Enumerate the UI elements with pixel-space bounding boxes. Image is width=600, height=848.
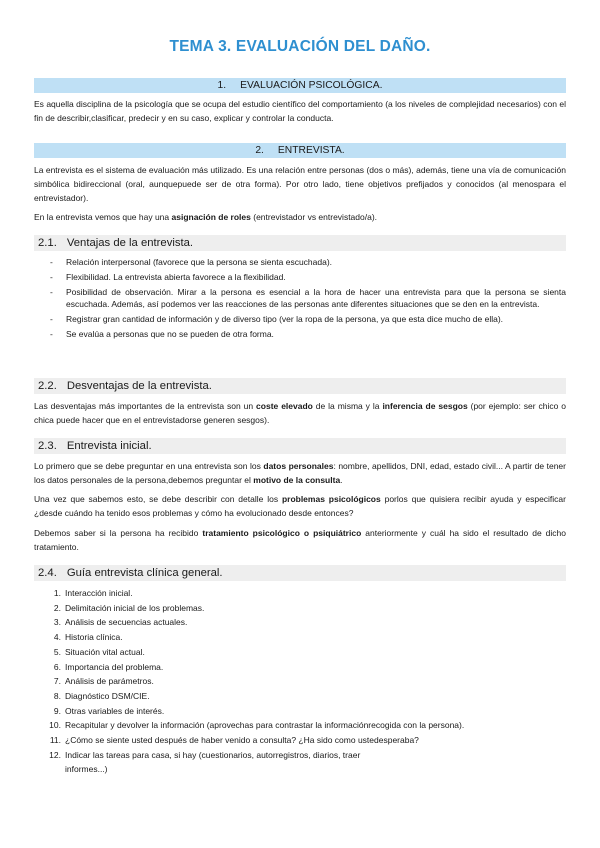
section1-paragraph: Es aquella disciplina de la psicología que se ocupa del estudio científico del comportamiento (a los niveles de complejidad necesarios) con el fin de describir,clasificar, predecir y en su caso, explicar y controlar la conducta. [34, 99, 566, 123]
subsection-number: 2.2. [38, 380, 57, 392]
list-item: 6. Importancia del problema. [53, 661, 164, 672]
subsection-title: Guía entrevista clínica general. [66, 567, 223, 579]
section-heading-entrevista [34, 143, 566, 158]
list-item: - Flexibilidad. La entrevista abierta favorece a la flexibilidad. [50, 271, 566, 283]
entrevista-inicial-paragraph-3: Debemos saber si la persona ha recibido tratamiento psicológico o psiquiátrico anteriormente y cuál ha sido el resultado de dicho tratamiento. [34, 528, 566, 552]
list-item: 8. Diagnóstico DSM/CIE. [53, 690, 150, 701]
list-item-continuation: informes...) [65, 764, 108, 775]
subsection-heading-entrevista-inicial [34, 438, 566, 454]
ventajas-list [50, 256, 566, 343]
list-item: - Posibilidad de observación. Mirar a la persona es esencial a la hora de hacer una entrevista para que la persona se sienta escuchada. Además, así podemos ver las reacciones de las personas ante diferentes situaciones que se den en la entrevista. [50, 286, 566, 310]
guia-list [44, 586, 566, 777]
page-title: TEMA 3. EVALUACIÓN DEL DAÑO. [169, 38, 431, 55]
emphasis: inferencia de sesgos [382, 401, 468, 411]
section2-paragraph: La entrevista es el sistema de evaluación más utilizado. Es una relación entre personas (dos o más), además, tiene una vía de comunicación simbólica bidireccional (oral, aunquepuede ser de otra forma). Por otro lado, tiene objetivos prefijados y conocidos (al menospara el entrevistador). [34, 165, 566, 203]
subsection-heading-ventajas [34, 235, 566, 251]
emphasis: problemas psicológicos [281, 494, 381, 504]
list-item: 10. Recapitular y devolver la información (aprovechas para contrastar la informaciónrecogida con la persona). [49, 720, 465, 731]
list-item: 7. Análisis de parámetros. [53, 676, 154, 687]
subsection-title: Entrevista inicial. [66, 440, 152, 452]
entrevista-inicial-paragraph-2: Una vez que sabemos esto, se debe describir con detalle los problemas psicológicos porlos que quisiera recibir ayuda y especificar ¿desde cuándo ha tenido esos problemas y cómo ha evolucionado desde entonces? [34, 494, 566, 518]
subsection-number: 2.1. [38, 237, 57, 249]
section-number: 2. [255, 145, 264, 156]
list-item: - Registrar gran cantidad de información y de diverso tipo (ver la ropa de la persona, ya que esta dice mucho de ella). [50, 313, 566, 325]
emphasis: tratamiento psicológico o psiquiátrico [202, 528, 362, 538]
entrevista-inicial-paragraph-1: Lo primero que se debe preguntar en una entrevista son los datos personales: nombre, apellidos, DNI, edad, estado civil... A partir de tener los datos personales de la persona,debemos preguntar el motivo de la consulta. [34, 461, 566, 485]
list-item: 9. Otras variables de interés. [53, 705, 165, 716]
emphasis: asignación de roles [171, 212, 251, 222]
emphasis: motivo de la consulta [253, 475, 341, 485]
section-title: EVALUACIÓN PSICOLÓGICA. [240, 80, 383, 91]
list-item: 2. Delimitación inicial de los problemas. [53, 602, 205, 613]
emphasis: coste elevado [256, 401, 313, 411]
list-item: 12. Indicar las tareas para casa, si hay (cuestionarios, autorregistros, diarios, traer [49, 749, 361, 760]
list-item: 5. Situación vital actual. [53, 646, 145, 657]
subsection-heading-desventajas [34, 378, 566, 394]
list-item: 4. Historia clínica. [53, 632, 123, 643]
list-item: 11. ¿Cómo se siente usted después de haber venido a consulta? ¿Ha sido como ustedesperaba? [49, 735, 419, 746]
list-item: - Se evalúa a personas que no se pueden de otra forma. [50, 328, 566, 340]
section2-roles-paragraph: En la entrevista vemos que hay una asignación de roles (entrevistador vs entrevistado/a). [34, 212, 378, 222]
subsection-number: 2.3. [38, 440, 57, 452]
subsection-title: Desventajas de la entrevista. [66, 380, 212, 392]
subsection-number: 2.4. [38, 567, 57, 579]
section-number: 1. [217, 80, 227, 91]
list-item: 1. Interacción inicial. [53, 588, 133, 598]
subsection-heading-guia [34, 565, 566, 581]
list-item: - Relación interpersonal (favorece que la persona se sienta escuchada). [50, 256, 566, 268]
emphasis: datos personales [263, 461, 334, 471]
list-item: 3. Análisis de secuencias actuales. [53, 617, 188, 628]
desventajas-paragraph: Las desventajas más importantes de la entrevista son un coste elevado de la misma y la inferencia de sesgos (por ejemplo: ser chico o chica puede hacer que en el entrevistadorse generen sesgos). [34, 401, 566, 425]
subsection-title: Ventajas de la entrevista. [66, 237, 194, 249]
section-heading-evaluacion-psicologica [34, 78, 566, 93]
section-title: ENTREVISTA. [277, 145, 345, 156]
